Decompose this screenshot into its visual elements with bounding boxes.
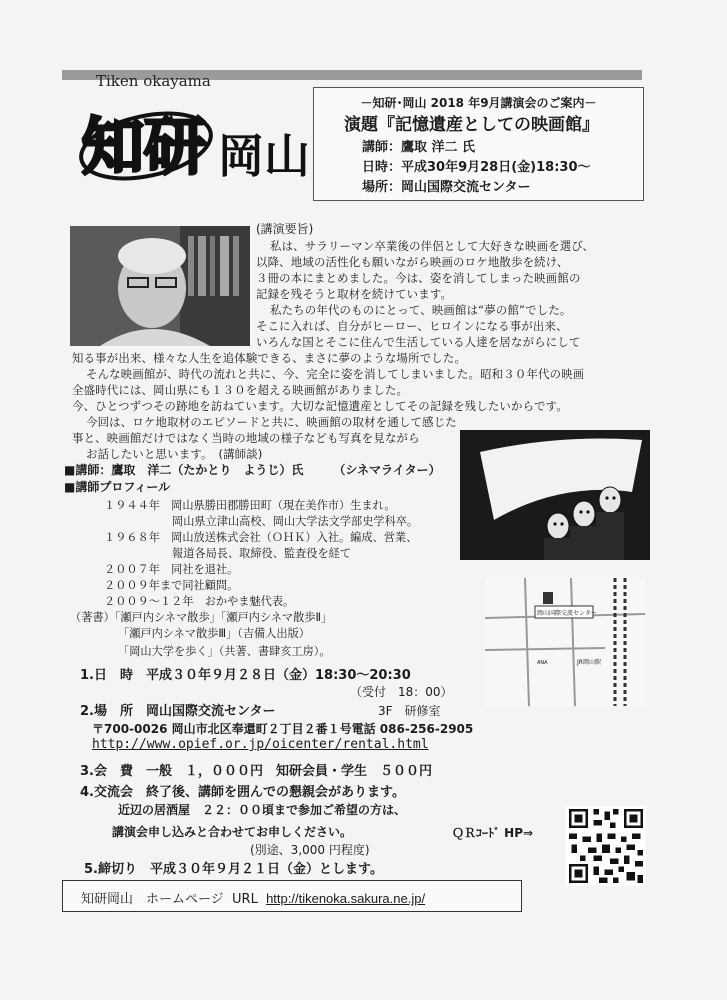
profile-line: 「岡山大学を歩く」（共著、書肆亥工房）。 <box>118 645 331 658</box>
summary-line: 私たちの年代のものにとって、映画館は“夢の館”でした。 <box>270 303 572 317</box>
detail-social: 4.交流会 終了後、講師を囲んでの懇親会があります。 <box>80 785 405 800</box>
info-heading: －知研･岡山 2018 年9月講演会のご案内－ <box>360 96 597 110</box>
summary-line: いろんな国とそこに住んで生活している人達を居ながらにして <box>256 335 581 349</box>
summary-line: 今回は、ロケ地取材のエピソードと共に、映画館の取材を通して感じた <box>86 415 457 429</box>
cinema-illustration <box>460 430 650 560</box>
summary-line: 以降、地域の活性化も願いながら映画のロケ地散歩を続け、 <box>256 255 569 269</box>
summary-line: 私は、サラリーマン卒業後の伴侶として大好きな映画を選び、 <box>270 239 595 253</box>
detail-address: 〒700-0026 岡山市北区奉還町２丁目２番１号電話 086-256-2905 <box>92 722 474 736</box>
summary-label: (講演要旨) <box>256 222 314 236</box>
summary-line: そんな映画館が、時代の流れと共に、今、完全に姿を消してしまいました。昭和３０年代の映画 <box>86 367 585 381</box>
qr-code[interactable] <box>566 800 646 892</box>
logo-text-2: 岡山 <box>218 129 310 183</box>
profile-line: １９４４年 岡山県勝田郡勝田町（現在美作市）生まれ。 <box>104 499 396 512</box>
logo-text-1: 知研 <box>82 110 207 183</box>
info-datetime: 日時：平成30年9月28日(金)18:30～ <box>362 160 591 175</box>
map-label-ana: ANA <box>537 660 548 666</box>
detail-date: 1.日 時 平成３０年９月２８日（金）18:30～20:30 <box>80 668 411 683</box>
profile-line: 「瀬戸内シネマ散歩Ⅲ」（吉備人出版） <box>118 627 310 640</box>
detail-social-3: 講演会申し込みと合わせてお申しください。 <box>112 825 353 839</box>
detail-room: 3F 研修室 <box>378 704 441 718</box>
summary-line: ３冊の本にまとめました。今は、姿を消してしまった映画館の <box>256 271 581 285</box>
profile-line: ２００７年 同社を退社。 <box>104 563 239 576</box>
summary-line: 記録を残そうと取材を続けています。 <box>256 287 453 301</box>
venue-url-link[interactable]: http://www.opief.or.jp/oicenter/rental.html <box>92 737 429 752</box>
footer-url-label: URL <box>232 892 258 907</box>
summary-line: 全盛時代には、岡山県にも１３０を超える映画館がありました。 <box>72 383 409 397</box>
profile-heading: ■講師プロフィール <box>64 480 171 494</box>
profile-line: 報道各局長、取締役、監査役を経て <box>172 547 352 560</box>
summary-line: お話したいと思います。 (講師談) <box>86 447 263 461</box>
info-speaker: 講師：鷹取 洋二 氏 <box>362 140 476 155</box>
summary-line: 事と、映画館だけではなく当時の地域の様子なども写真を見ながら <box>72 431 420 445</box>
profile-line: （著書）「瀬戸内シネマ散歩」「瀬戸内シネマ散歩Ⅱ」 <box>70 611 333 624</box>
summary-line: そこに入れば、自分がヒーロー、ヒロインになる事が出来、 <box>256 319 568 333</box>
summary-line: 今、ひとつずつその跡地を訪ねています。大切な記憶遺産としてその記録を残したいからです。 <box>72 399 568 413</box>
access-map <box>485 578 645 706</box>
speaker-photo <box>70 226 250 346</box>
logo <box>68 88 330 200</box>
detail-social-4: (別途、3,000 円程度) <box>250 843 370 857</box>
brand-latin: Tiken okayama <box>96 72 211 90</box>
summary-line: 知る事が出来、様々な人生を追体験できる、まさに夢のような場所でした。 <box>72 351 467 365</box>
detail-fee: 3.会 費 一般 １，０００円 知研会員・学生 ５００円 <box>80 764 432 779</box>
detail-social-2: 近辺の居酒屋 ２２：００頃まで参加ご希望の方は、 <box>118 803 407 817</box>
homepage-link[interactable]: http://tikenoka.sakura.ne.jp/ <box>266 891 426 906</box>
info-box <box>313 87 644 201</box>
footer-box <box>62 880 522 912</box>
detail-reception: （受付 18：00） <box>350 685 453 699</box>
qr-label: ＱＲｺｰﾄﾞ HP⇒ <box>452 826 534 840</box>
info-place: 場所：岡山国際交流センター <box>362 180 531 195</box>
footer-label: 知研岡山 ホームページ <box>81 892 224 907</box>
profile-line: １９６８年 岡山放送株式会社（ＯＨＫ）入社。編成、営業、 <box>104 531 418 544</box>
map-label-station: JR岡山駅 <box>577 659 601 666</box>
map-label: 岡山国際交流センター <box>537 610 597 617</box>
lecturer-line: ■講師：鷹取 洋二（たかとり ようじ）氏 （シネマライター） <box>64 463 441 477</box>
detail-place: 2.場 所 岡山国際交流センター <box>80 704 276 719</box>
profile-line: ２００９年まで同社顧問。 <box>104 579 239 592</box>
info-title: 演題『記憶遺産としての映画館』 <box>344 115 599 135</box>
footer-content <box>81 888 425 907</box>
detail-deadline: 5.締切り 平成３０年９月２１日（金）とします。 <box>84 862 383 877</box>
profile-line: ２００９～１２年 おかやま魅代表。 <box>104 595 295 608</box>
profile-line: 岡山県立津山高校、岡山大学法文学部史学科卒。 <box>172 515 419 528</box>
